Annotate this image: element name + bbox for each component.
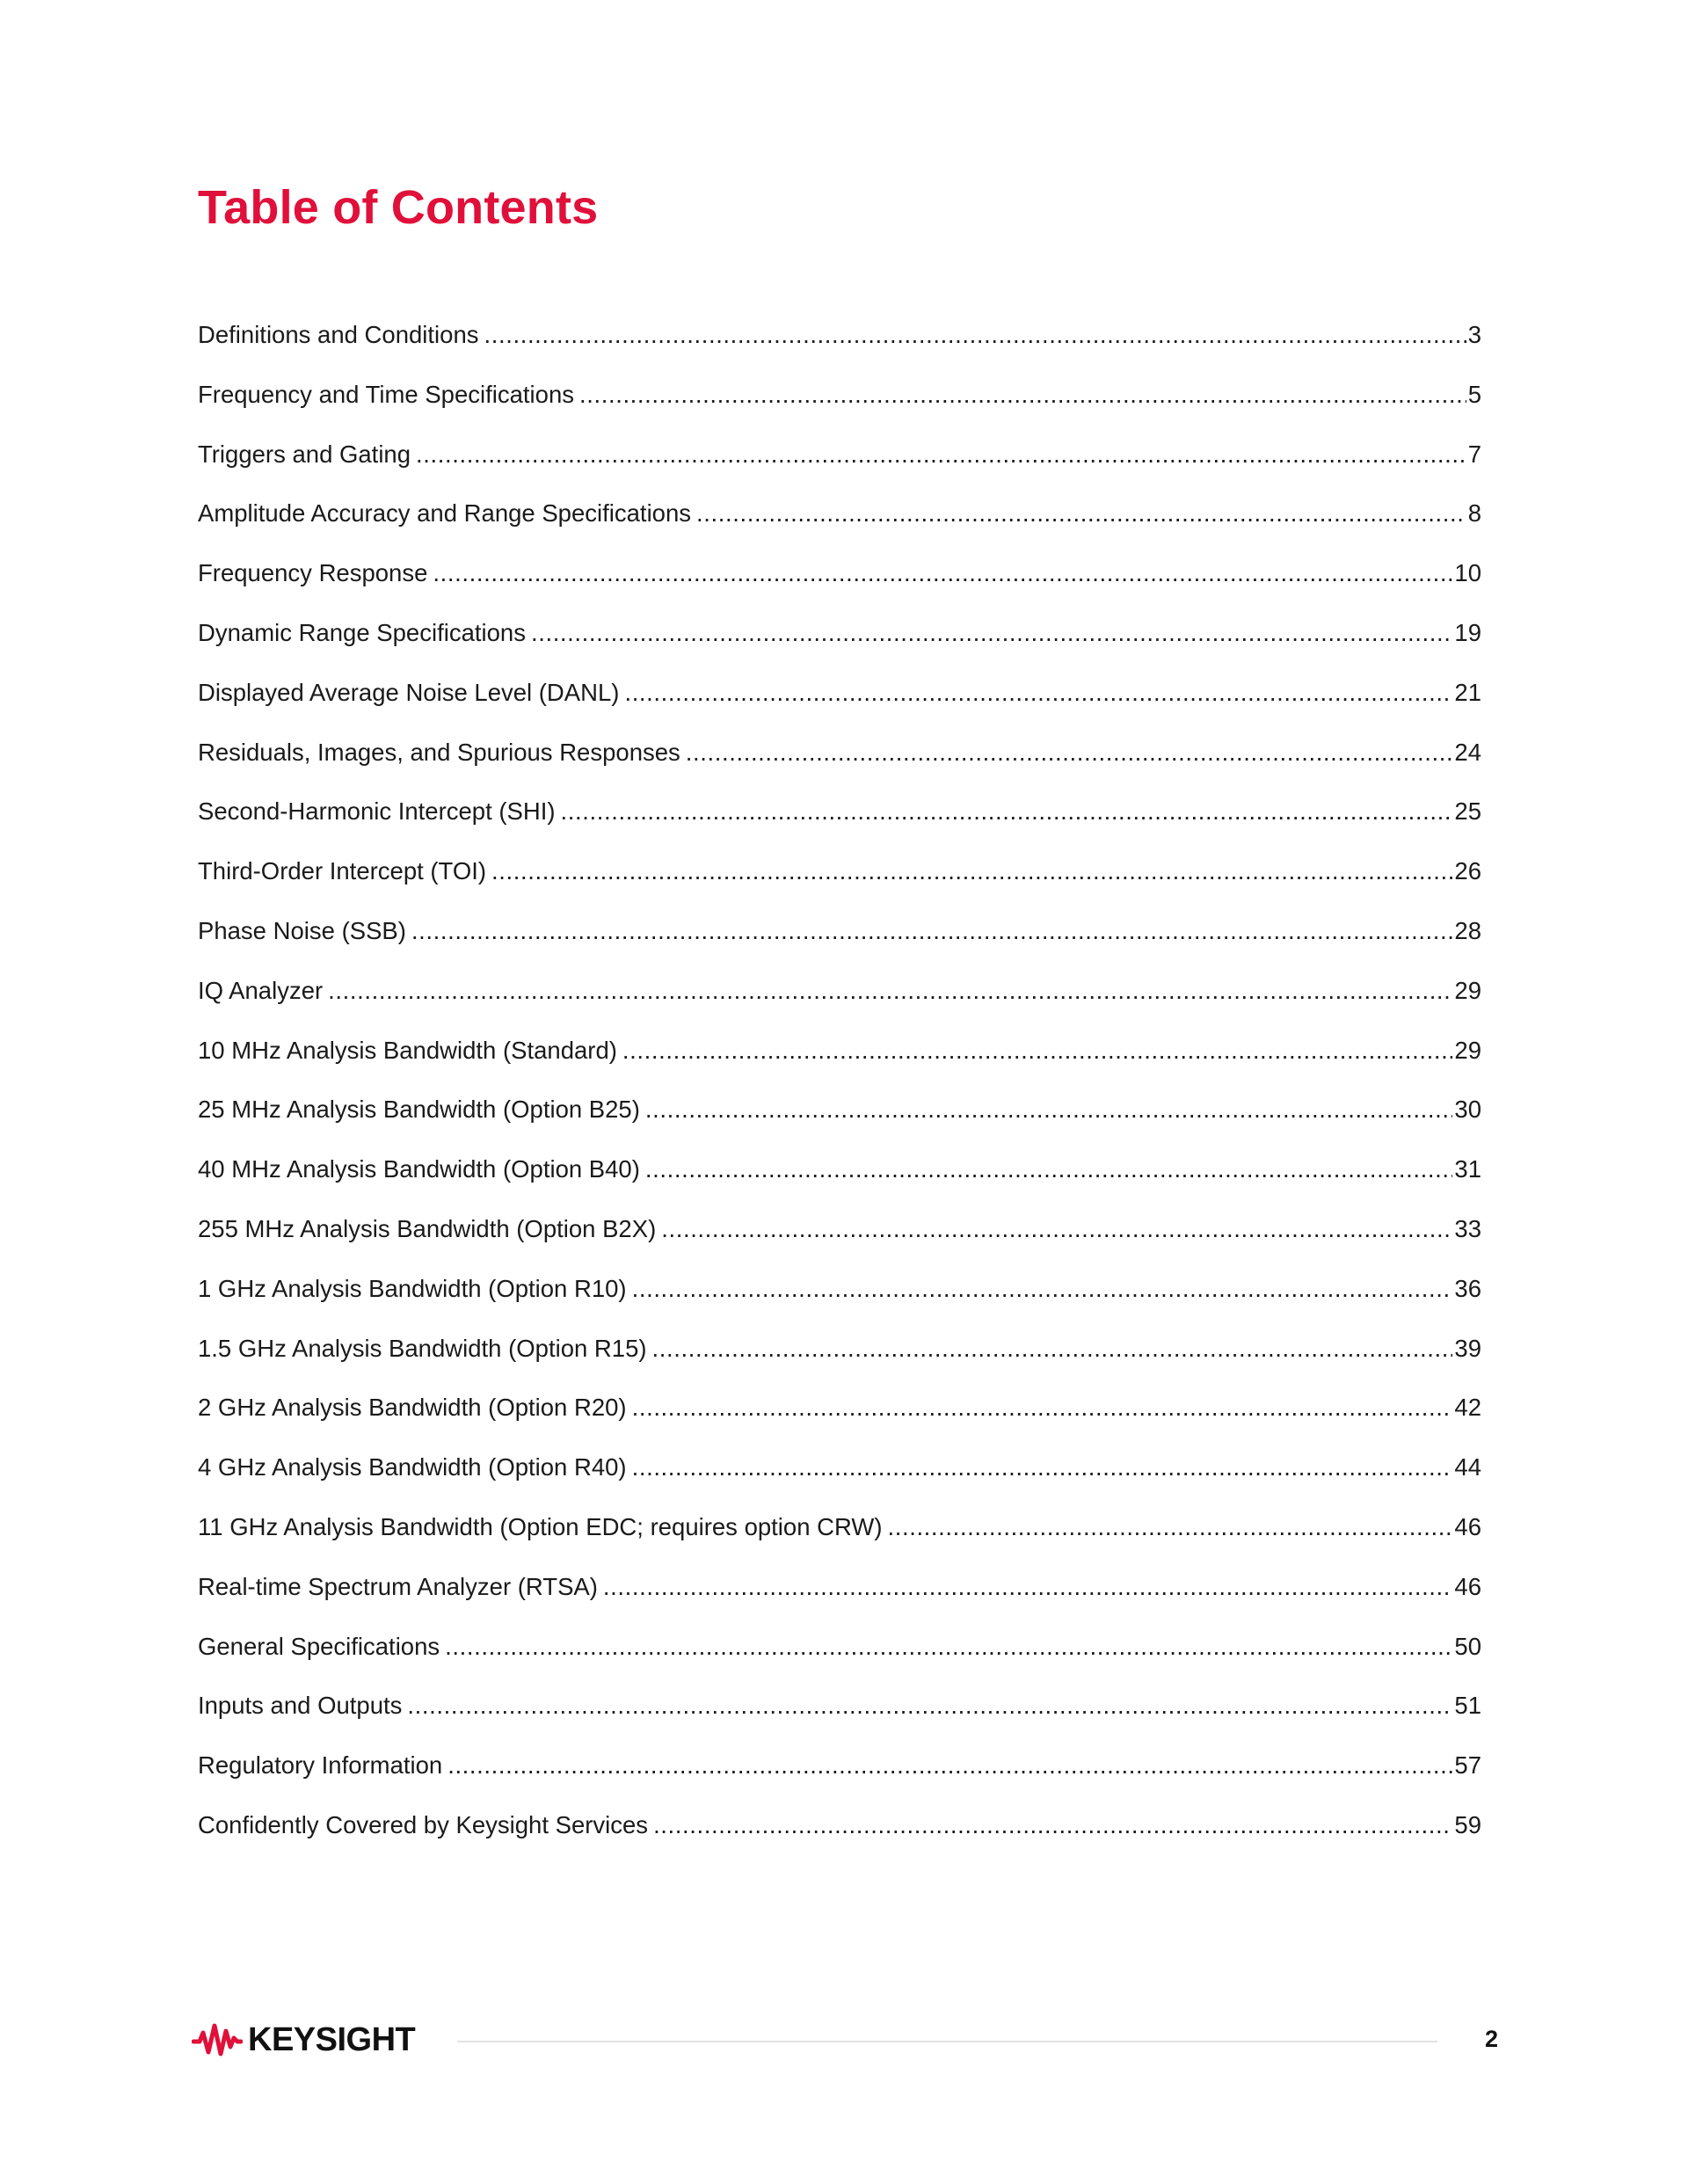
toc-entry[interactable]: [198, 1452, 1481, 1511]
toc-entry-page: 19: [1454, 618, 1481, 646]
toc-entry-page: 26: [1454, 857, 1481, 885]
toc-entry-title: Frequency and Time Specifications: [198, 380, 574, 408]
footer-divider: [457, 2041, 1437, 2042]
toc-dot-leader: [561, 796, 1453, 827]
toc-dot-leader: [484, 319, 1466, 351]
toc-entry[interactable]: [198, 439, 1481, 499]
toc-entry[interactable]: [198, 1511, 1481, 1571]
toc-entry-page: 57: [1454, 1751, 1481, 1780]
toc-entry-title: IQ Analyzer: [198, 976, 324, 1004]
toc-dot-leader: [407, 1690, 1452, 1722]
toc-dot-leader: [411, 915, 1453, 947]
toc-dot-leader: [632, 1392, 1453, 1423]
toc-entry-title: General Specifications: [198, 1632, 440, 1660]
toc-entry-page: 50: [1454, 1632, 1481, 1660]
toc-dot-leader: [653, 1809, 1452, 1841]
page-number: 2: [1484, 2026, 1498, 2052]
logo-wordmark: KEYSIGHT: [248, 2020, 416, 2058]
toc-entry[interactable]: [198, 1631, 1481, 1691]
toc-entry-title: 255 MHz Analysis Bandwidth (Option B2X): [198, 1214, 657, 1242]
toc-dot-leader: [531, 617, 1452, 649]
toc-dot-leader: [887, 1511, 1452, 1543]
toc-entry-page: 33: [1454, 1214, 1481, 1242]
table-of-contents: [198, 319, 1481, 1869]
toc-entry-title: Phase Noise (SSB): [198, 916, 406, 944]
toc-entry-page: 8: [1467, 499, 1481, 528]
toc-entry-title: 11 GHz Analysis Bandwidth (Option EDC; requires option CRW): [198, 1512, 883, 1540]
toc-entry-title: 2 GHz Analysis Bandwidth (Option R20): [198, 1394, 627, 1422]
toc-dot-leader: [624, 677, 1452, 709]
toc-entry-title: 25 MHz Analysis Bandwidth (Option B25): [198, 1096, 640, 1124]
toc-entry-page: 25: [1454, 797, 1481, 826]
page-title: Table of Contents: [198, 181, 599, 234]
toc-entry[interactable]: [198, 617, 1481, 677]
toc-entry-title: Third-Order Intercept (TOI): [198, 857, 487, 885]
toc-entry[interactable]: [198, 915, 1481, 975]
toc-entry-title: 10 MHz Analysis Bandwidth (Standard): [198, 1036, 617, 1064]
toc-entry[interactable]: [198, 1690, 1481, 1750]
toc-entry[interactable]: [198, 1035, 1481, 1095]
toc-entry[interactable]: [198, 498, 1481, 557]
toc-entry[interactable]: [198, 737, 1481, 797]
toc-entry-page: 46: [1454, 1512, 1481, 1540]
toc-entry-page: 24: [1454, 738, 1481, 766]
toc-entry-title: Second-Harmonic Intercept (SHI): [198, 797, 556, 826]
toc-entry-title: Definitions and Conditions: [198, 321, 479, 348]
keysight-logo: [192, 2020, 415, 2059]
toc-dot-leader: [661, 1213, 1452, 1245]
toc-entry-title: Residuals, Images, and Spurious Responses: [198, 738, 680, 766]
toc-entry-page: 51: [1454, 1692, 1481, 1720]
toc-entry-page: 59: [1454, 1810, 1481, 1838]
toc-entry-title: 4 GHz Analysis Bandwidth (Option R40): [198, 1453, 627, 1481]
toc-entry[interactable]: [198, 855, 1481, 915]
toc-dot-leader: [652, 1333, 1453, 1365]
toc-entry-page: 10: [1454, 559, 1481, 587]
toc-entry[interactable]: [198, 1094, 1481, 1154]
toc-dot-leader: [445, 1631, 1452, 1663]
toc-entry[interactable]: [198, 1392, 1481, 1452]
toc-entry-title: Confidently Covered by Keysight Services: [198, 1810, 649, 1838]
toc-entry-title: Dynamic Range Specifications: [198, 618, 526, 646]
toc-entry[interactable]: [198, 796, 1481, 855]
toc-entry[interactable]: [198, 319, 1481, 379]
toc-entry-page: 7: [1467, 440, 1481, 468]
toc-dot-leader: [433, 557, 1452, 589]
toc-entry-page: 29: [1454, 976, 1481, 1004]
toc-entry[interactable]: [198, 1333, 1481, 1393]
toc-dot-leader: [416, 439, 1466, 470]
toc-dot-leader: [686, 737, 1453, 768]
toc-entry-title: Amplitude Accuracy and Range Specifications: [198, 499, 692, 528]
toc-dot-leader: [645, 1094, 1453, 1125]
toc-entry-title: Triggers and Gating: [198, 440, 411, 468]
toc-entry-title: Frequency Response: [198, 559, 428, 587]
toc-entry-title: 1 GHz Analysis Bandwidth (Option R10): [198, 1274, 627, 1302]
toc-entry-title: Real-time Spectrum Analyzer (RTSA): [198, 1572, 598, 1600]
toc-dot-leader: [328, 975, 1452, 1007]
toc-entry-page: 36: [1454, 1274, 1481, 1302]
toc-entry[interactable]: [198, 975, 1481, 1035]
toc-entry-title: 40 MHz Analysis Bandwidth (Option B40): [198, 1155, 640, 1183]
toc-entry-page: 21: [1454, 678, 1481, 706]
toc-entry[interactable]: [198, 1750, 1481, 1809]
toc-entry-page: 3: [1467, 321, 1481, 348]
toc-entry[interactable]: [198, 379, 1481, 439]
toc-entry[interactable]: [198, 1809, 1481, 1869]
toc-dot-leader: [579, 379, 1466, 411]
toc-entry[interactable]: [198, 1273, 1481, 1333]
toc-entry-page: 31: [1454, 1155, 1481, 1183]
toc-entry-title: Inputs and Outputs: [198, 1692, 403, 1720]
toc-entry-title: Displayed Average Noise Level (DANL): [198, 678, 620, 706]
toc-dot-leader: [696, 498, 1466, 529]
toc-entry[interactable]: [198, 1571, 1481, 1631]
toc-entry-page: 44: [1454, 1453, 1481, 1481]
toc-entry[interactable]: [198, 1213, 1481, 1273]
keysight-waveform-icon: [192, 2020, 243, 2059]
toc-entry-page: 39: [1454, 1334, 1481, 1362]
toc-dot-leader: [447, 1750, 1452, 1781]
toc-dot-leader: [632, 1452, 1453, 1483]
toc-dot-leader: [603, 1571, 1453, 1603]
toc-entry-title: Regulatory Information: [198, 1751, 443, 1780]
toc-entry-page: 46: [1454, 1572, 1481, 1600]
toc-entry-page: 30: [1454, 1096, 1481, 1124]
toc-entry-title: 1.5 GHz Analysis Bandwidth (Option R15): [198, 1334, 647, 1362]
toc-entry[interactable]: [198, 557, 1481, 617]
toc-entry-page: 29: [1454, 1036, 1481, 1064]
toc-entry[interactable]: [198, 1154, 1481, 1213]
toc-entry-page: 42: [1454, 1394, 1481, 1422]
toc-entry-page: 28: [1454, 916, 1481, 944]
toc-dot-leader: [622, 1035, 1453, 1067]
toc-entry-page: 5: [1467, 380, 1481, 408]
toc-dot-leader: [491, 855, 1452, 887]
toc-entry[interactable]: [198, 677, 1481, 737]
toc-dot-leader: [645, 1154, 1453, 1185]
toc-dot-leader: [632, 1273, 1453, 1305]
